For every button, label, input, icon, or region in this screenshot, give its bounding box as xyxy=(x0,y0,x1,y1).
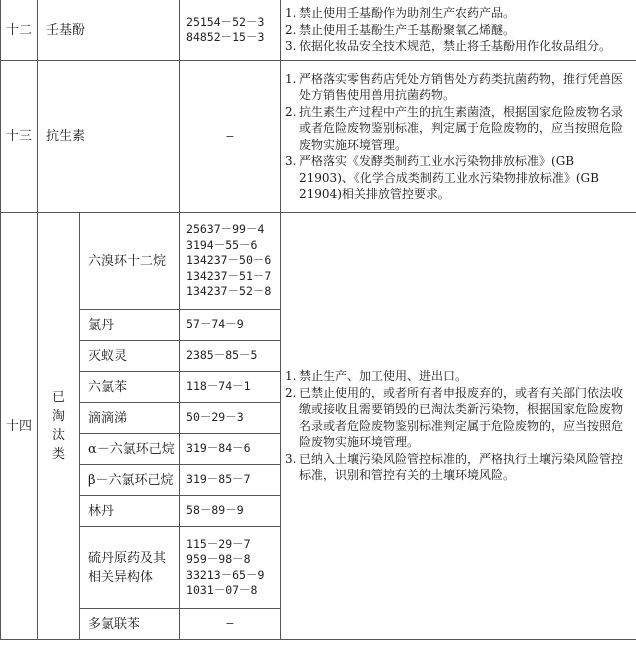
substance-name: 多氯联苯 xyxy=(80,609,180,640)
measure-item: 3. 已纳入土壤污染风险管控标准的，严格执行土壤污染风险管控标准，识别和管控有关的土壤环境风险。 xyxy=(285,451,624,483)
cas-number: 84852－15－3 xyxy=(186,30,265,44)
cas-number: 57－74－9 xyxy=(180,310,281,341)
category-cell: 已 淘 汰 类 xyxy=(38,213,80,640)
cas-number: 1031－07－8 xyxy=(186,583,258,597)
cas-number: 118－74－1 xyxy=(180,372,281,403)
cas-number: 134237－52－8 xyxy=(186,284,272,299)
cas-number: 134237－50－6 xyxy=(186,253,272,268)
cas-number: 3194－55－6 xyxy=(186,237,258,252)
measures-cell xyxy=(281,61,636,213)
substance-name: 氯丹 xyxy=(80,310,180,341)
cas-number: 959－98－8 xyxy=(186,552,251,566)
measure-item: 3. 依据化妆品安全技术规范，禁止将壬基酚用作化妆品组分。 xyxy=(285,39,612,54)
cas-number: 50－29－3 xyxy=(180,403,281,434)
row-number: 十四 xyxy=(1,213,38,640)
measure-item: 2. 禁止使用壬基酚生产壬基酚聚氧乙烯醚。 xyxy=(285,22,516,37)
cas-number: 134237－51－7 xyxy=(186,268,272,283)
row-number: 十二 xyxy=(1,0,38,61)
measure-item: 1. 禁止生产、加工使用、进出口。 xyxy=(285,369,468,384)
cas-number: 25154－52－3 xyxy=(186,14,265,29)
measure-item: 2. 抗生素生产过程中产生的抗生素菌渣，根据国家危险废物名录或者危险废物鉴别标准，判定属于危险废物的，应当按照危险废物实施环境管理。 xyxy=(285,104,624,152)
cas-number: 58－89－9 xyxy=(180,496,281,527)
substance-name: 硫丹原药及其相关异构体 xyxy=(80,527,180,609)
table-row xyxy=(1,0,636,61)
measures-cell xyxy=(281,213,636,640)
cas-number: 33213－65－9 xyxy=(186,567,265,582)
measure-item: 1. 严格落实零售药店凭处方销售处方药类抗菌药物，推行凭兽医处方销售使用兽用抗菌药物。 xyxy=(285,71,624,102)
substance-name: 抗生素 xyxy=(38,61,180,213)
substance-name: 滴滴涕 xyxy=(80,403,180,434)
measure-item: 2. 已禁止使用的，或者所有者申报废弃的，或者有关部门依法收缴或接收且需要销毁的已淘汰类新污染物，根据国家危险废物名录或者危险废物鉴别标准判定属于危险废物的，应当按照危险废物实施环境管理。 xyxy=(285,385,624,450)
row-number: 十三 xyxy=(1,61,38,213)
table-row xyxy=(1,61,636,213)
cas-cell xyxy=(180,527,281,609)
cas-cell xyxy=(180,213,281,310)
substance-name: 林丹 xyxy=(80,496,180,527)
cas-number: — xyxy=(180,609,281,640)
cas-number: 25637－99－4 xyxy=(186,222,265,237)
substance-name: α－六氯环己烷 xyxy=(80,434,180,465)
substance-name: β－六氯环己烷 xyxy=(80,465,180,496)
table-row xyxy=(1,213,636,310)
substance-name: 灭蚁灵 xyxy=(80,341,180,372)
cas-number: 115－29－7 xyxy=(186,536,251,551)
cas-number: 319－85－7 xyxy=(180,465,281,496)
cas-cell xyxy=(180,0,281,61)
substance-name: 壬基酚 xyxy=(38,0,180,61)
measure-item: 3. 严格落实《发酵类制药工业水污染物排放标准》(GB 21903)、《化学合成类制药工业水污染物排放标准》(GB 21904)相关排放管控要求。 xyxy=(285,154,599,201)
substance-name: 六氯苯 xyxy=(80,372,180,403)
measures-cell xyxy=(281,0,636,61)
cas-cell: — xyxy=(180,61,281,213)
cas-number: 2385－85－5 xyxy=(180,341,281,372)
measure-item: 1. 禁止使用壬基酚作为助剂生产农药产品。 xyxy=(285,6,516,21)
cas-number: 319－84－6 xyxy=(180,434,281,465)
substance-name: 六溴环十二烷 xyxy=(80,213,180,310)
